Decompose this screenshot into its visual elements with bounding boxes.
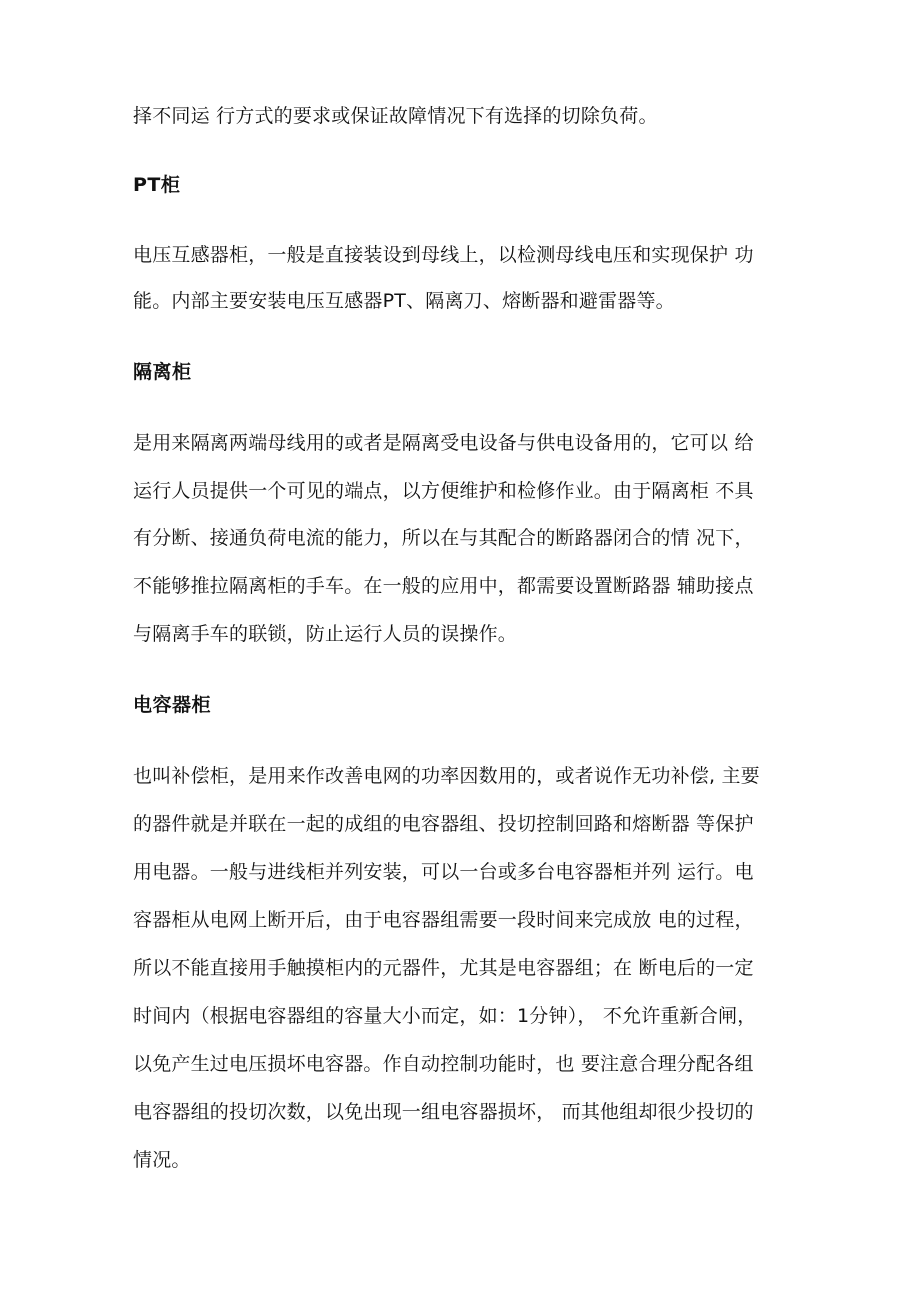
paragraph-line: 与隔离手车的联锁，防止运行人员的误操作。 — [133, 623, 518, 645]
paragraph-line: 运行人员提供一个可见的端点，以方便维护和检修作业。由于隔离柜 不具 — [133, 480, 754, 502]
paragraph-line: 以免产生过电压损坏电容器。作自动控制功能时，也 要注意合理分配各组 — [133, 1053, 754, 1075]
paragraph-line: 所以不能直接用手触摸柜内的元器件，尤其是电容器组；在 断电后的一定 — [133, 957, 754, 979]
paragraph-line: 能。内部主要安装电压互感器PT、隔离刀、熔断器和避雷器等。 — [133, 290, 675, 312]
paragraph-line: 不能够推拉隔离柜的手车。在一般的应用中，都需要设置断路器 辅助接点 — [133, 575, 754, 597]
section-heading-pt-cabinet: PT柜 — [133, 174, 181, 196]
paragraph-line: 是用来隔离两端母线用的或者是隔离受电设备与供电设备用的，它可以 给 — [133, 432, 754, 454]
section-heading-isolation-cabinet: 隔离柜 — [133, 361, 192, 383]
paragraph-line: 也叫补偿柜，是用来作改善电网的功率因数用的，或者说作无功补偿, 主要 — [133, 765, 760, 787]
paragraph-line: 有分断、接通负荷电流的能力，所以在与其配合的断路器闭合的情 况下， — [133, 527, 754, 549]
intro-line: 择不同运 行方式的要求或保证故障情况下有选择的切除负荷。 — [133, 105, 658, 127]
section-heading-capacitor-cabinet: 电容器柜 — [133, 694, 212, 716]
paragraph-line: 时间内（根据电容器组的容量大小而定，如：1分钟）， 不允许重新合闸， — [133, 1005, 757, 1027]
paragraph-line: 情况。 — [133, 1149, 191, 1171]
paragraph-line: 电压互感器柜，一般是直接装设到母线上，以检测母线电压和实现保护 功 — [133, 244, 754, 266]
paragraph-line: 容器柜从电网上断开后，由于电容器组需要一段时间来完成放 电的过程， — [133, 909, 754, 931]
paragraph-line: 的器件就是并联在一起的成组的电容器组、投切控制回路和熔断器 等保护 — [133, 813, 754, 835]
paragraph-line: 用电器。一般与进线柜并列安装，可以一台或多台电容器柜并列 运行。电 — [133, 861, 754, 883]
paragraph-line: 电容器组的投切次数，以免出现一组电容器损坏， 而其他组却很少投切的 — [133, 1101, 754, 1123]
